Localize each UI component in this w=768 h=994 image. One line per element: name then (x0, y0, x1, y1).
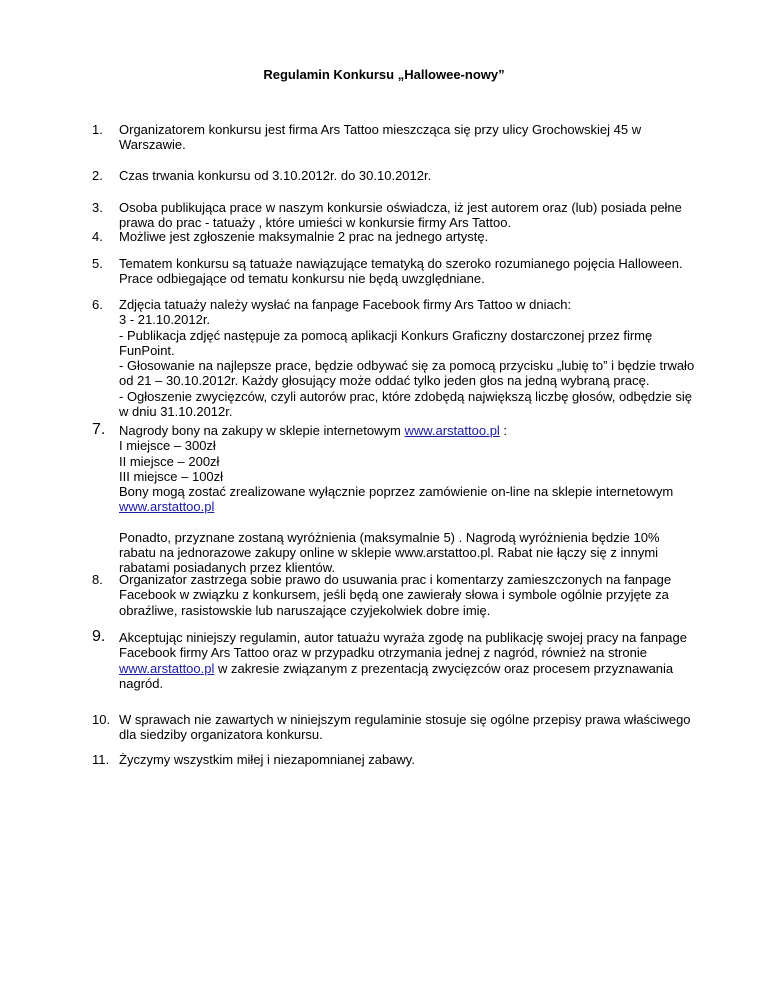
rule-text: Organizator zastrzega sobie prawo do usuwania prac i komentarzy zamieszczonych na fanpage (119, 572, 672, 587)
rule-item-1 (92, 122, 692, 153)
rule-item-2 (92, 168, 692, 183)
rule-number: 6. (92, 297, 103, 312)
rule-number: 7. (92, 421, 106, 438)
rule-item-9 (92, 630, 692, 691)
rule-number: 11. (92, 752, 110, 767)
rule-text: w dniu 31.10.2012r. (119, 404, 233, 420)
rule-text: - Publikacja zdjęć następuje za pomocą aplikacji Konkurs Graficzny dostarczonej przez firmę (119, 327, 653, 343)
shop-link[interactable]: www.arstattoo.pl (119, 499, 215, 515)
rule-text: Facebook firmy Ars Tattoo oraz w przypadku otrzymania jednej z nagród, również na stronie (119, 645, 647, 661)
rule-text: Akceptując niniejszy regulamin, autor tatuażu wyraża zgodę na publikację swojej pracy na fanpage (119, 630, 687, 645)
rule-text: Warszawie. (119, 137, 186, 153)
shop-link[interactable]: www.arstattoo.pl (119, 660, 215, 676)
rule-text: nagród. (119, 675, 164, 691)
rule-number: 3. (92, 200, 103, 215)
rule-item-11 (92, 752, 692, 767)
rule-text: Życzymy wszystkim miłej i niezapomnianej zabawy. (119, 752, 415, 767)
rule-text: prawa do prac - tatuaży , które umieści w konkursie firmy Ars Tattoo. (119, 215, 512, 231)
distinction-text: rabatu na jednorazowe zakupy online w sklepie www.arstattoo.pl. Rabat nie łączy się z innymi (119, 545, 659, 561)
rule-text: od 21 – 30.10.2012r. Każdy głosujący może oddać tylko jeden głos na jedną wybraną pracę. (119, 373, 650, 389)
rule-number: 4. (92, 229, 103, 244)
rule-number: 8. (92, 572, 103, 587)
rule-text-rest: w zakresie związanym z prezentacją zwycięzców oraz procesem przyznawania (214, 660, 674, 676)
rule-item-10 (92, 712, 692, 743)
rule-text: Tematem konkursu są tatuaże nawiązujące tematyką do szeroko rozumianego pojęcia Halloween. (119, 256, 683, 271)
voucher-text: Bony mogą zostać zrealizowane wyłącznie poprzez zamówienie on-line na sklepie internetowym (119, 484, 674, 500)
rule-text: - Głosowanie na najlepsze prace, będzie odbywać się za pomocą przycisku „lubię to” i będzie trwało (119, 358, 695, 374)
prize-intro-end: : (499, 423, 508, 438)
page-title: Regulamin Konkursu „Hallowee-nowy” (263, 67, 505, 82)
rule-text: Czas trwania konkursu od 3.10.2012r. do 30.10.2012r. (119, 168, 432, 183)
rule-text: Facebook w związku z konkursem, jeśli będą one zawierały słowa i symbole ogólnie przyjęte za (119, 587, 669, 603)
rule-text: FunPoint. (119, 342, 175, 358)
shop-link[interactable]: www.arstattoo.pl (404, 423, 500, 438)
rule-item-7 (92, 423, 692, 576)
rule-text (119, 661, 692, 676)
rule-item-6 (92, 297, 695, 420)
rule-text: Zdjęcia tatuaży należy wysłać na fanpage Facebook firmy Ars Tattoo w dniach: (119, 297, 572, 312)
spacer (119, 515, 692, 530)
prize-first: I miejsce – 300zł (119, 438, 216, 454)
prize-second: II miejsce – 200zł (119, 453, 220, 469)
rule-item-4 (92, 229, 692, 244)
distinction-text: rabatami posiadanych przez klientów. (119, 560, 336, 576)
rule-text: Osoba publikująca prace w naszym konkursie oświadcza, iż jest autorem oraz (lub) posiada pełne (119, 200, 682, 215)
voucher-link-line (119, 499, 692, 514)
rule-text: Prace odbiegające od tematu konkursu nie będą uwzględniane. (119, 271, 485, 287)
rule-text (119, 423, 692, 438)
rule-item-3 (92, 200, 692, 231)
rule-text: W sprawach nie zawartych w niniejszym regulaminie stosuje się ogólne przepisy prawa właściwego (119, 712, 691, 727)
rule-text: 3 - 21.10.2012r. (119, 312, 211, 328)
prize-intro: Nagrody bony na zakupy w sklepie internetowym (119, 423, 405, 438)
rule-number: 10. (92, 712, 111, 727)
rule-text: Organizatorem konkursu jest firma Ars Tattoo mieszcząca się przy ulicy Grochowskiej 45 w (119, 122, 642, 137)
prize-third: III miejsce – 100zł (119, 468, 224, 484)
rule-text: - Ogłoszenie zwycięzców, czyli autorów prac, które zdobędą największą liczbę głosów, odbędzie się (119, 388, 693, 404)
rule-text: obraźliwe, rasistowskie lub naruszające czyjekolwiek dobre imię. (119, 602, 491, 618)
rule-number: 2. (92, 168, 103, 183)
rule-item-5 (92, 256, 692, 287)
rule-number: 9. (92, 628, 106, 645)
rule-text: dla siedziby organizatora konkursu. (119, 727, 323, 743)
rule-text: Możliwe jest zgłoszenie maksymalnie 2 prac na jednego artystę. (119, 229, 489, 244)
rule-number: 1. (92, 122, 103, 137)
rule-item-8 (92, 572, 692, 618)
rule-number: 5. (92, 256, 103, 271)
distinction-text: Ponadto, przyznane zostaną wyróżnienia (maksymalnie 5) . Nagrodą wyróżnienia będzie 10% (119, 529, 660, 545)
